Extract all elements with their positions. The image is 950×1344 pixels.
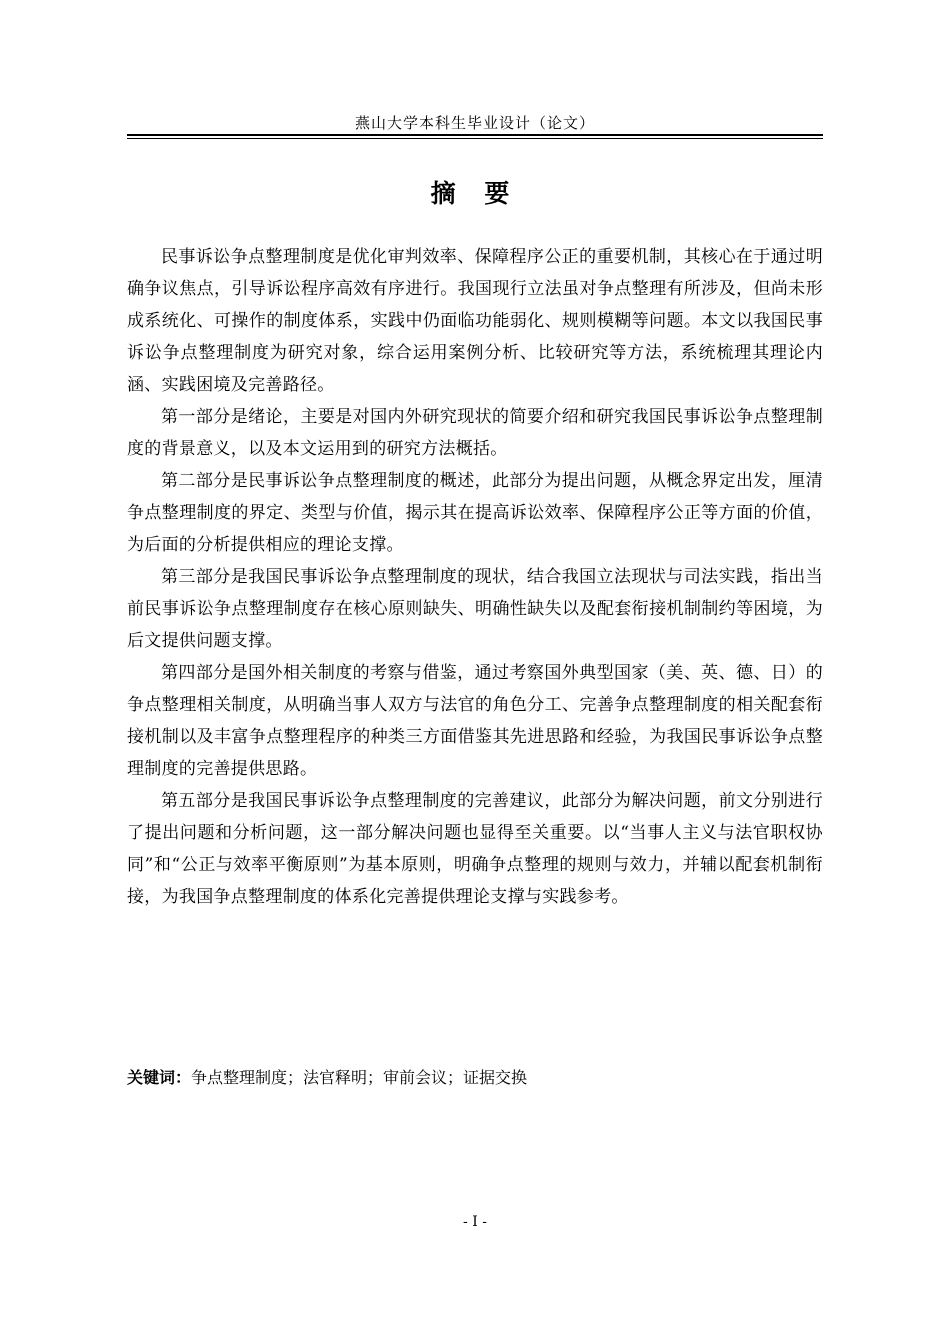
abstract-paragraph-5: 第四部分是国外相关制度的考察与借鉴，通过考察国外典型国家（美、英、德、日）的争点整理相关制度，从明确当事人双方与法官的角色分工、完善争点整理制度的相关配套衔接机制以及丰富争点整理程序的种类三方面借鉴其先进思路和经验，为我国民事诉讼争点整理制度的完善提供思路。 xyxy=(127,663,823,779)
header-rule-thin xyxy=(127,138,823,139)
page-number: - I - xyxy=(463,1214,487,1230)
keywords-value: 争点整理制度；法官释明；审前会议；证据交换 xyxy=(191,1068,528,1087)
header-rule-thick xyxy=(127,134,823,136)
abstract-title: 摘 要 xyxy=(430,179,520,208)
abstract-paragraph-3: 第二部分是民事诉讼争点整理制度的概述，此部分为提出问题，从概念界定出发，厘清争点整理制度的界定、类型与价值，揭示其在提高诉讼效率、保障程序公正等方面的价值，为后面的分析提供相应的理论支撑。 xyxy=(127,471,823,555)
running-header: 燕山大学本科生毕业设计（论文） xyxy=(354,114,595,132)
keywords-line xyxy=(127,1064,823,1092)
abstract-paragraph-6: 第五部分是我国民事诉讼争点整理制度的完善建议，此部分为解决问题，前文分别进行了提出问题和分析问题，这一部分解决问题也显得至关重要。以“当事人主义与法官职权协同”和“公正与效率平衡原则”为基本原则，明确争点整理的规则与效力，并辅以配套机制衔接，为我国争点整理制度的体系化完善提供理论支撑与实践参考。 xyxy=(127,791,823,907)
abstract-body xyxy=(127,241,823,913)
abstract-paragraph-1: 民事诉讼争点整理制度是优化审判效率、保障程序公正的重要机制，其核心在于通过明确争议焦点，引导诉讼程序高效有序进行。我国现行立法虽对争点整理有所涉及，但尚未形成系统化、可操作的制度体系，实践中仍面临功能弱化、规则模糊等问题。本文以我国民事诉讼争点整理制度为研究对象，综合运用案例分析、比较研究等方法，系统梳理其理论内涵、实践困境及完善路径。 xyxy=(127,247,823,395)
abstract-paragraph-2: 第一部分是绪论，主要是对国内外研究现状的简要介绍和研究我国民事诉讼争点整理制度的背景意义，以及本文运用到的研究方法概括。 xyxy=(127,407,823,459)
abstract-paragraph-4: 第三部分是我国民事诉讼争点整理制度的现状，结合我国立法现状与司法实践，指出当前民事诉讼争点整理制度存在核心原则缺失、明确性缺失以及配套衔接机制制约等困境，为后文提供问题支撑。 xyxy=(127,567,823,651)
keywords-label: 关键词： xyxy=(127,1068,192,1087)
